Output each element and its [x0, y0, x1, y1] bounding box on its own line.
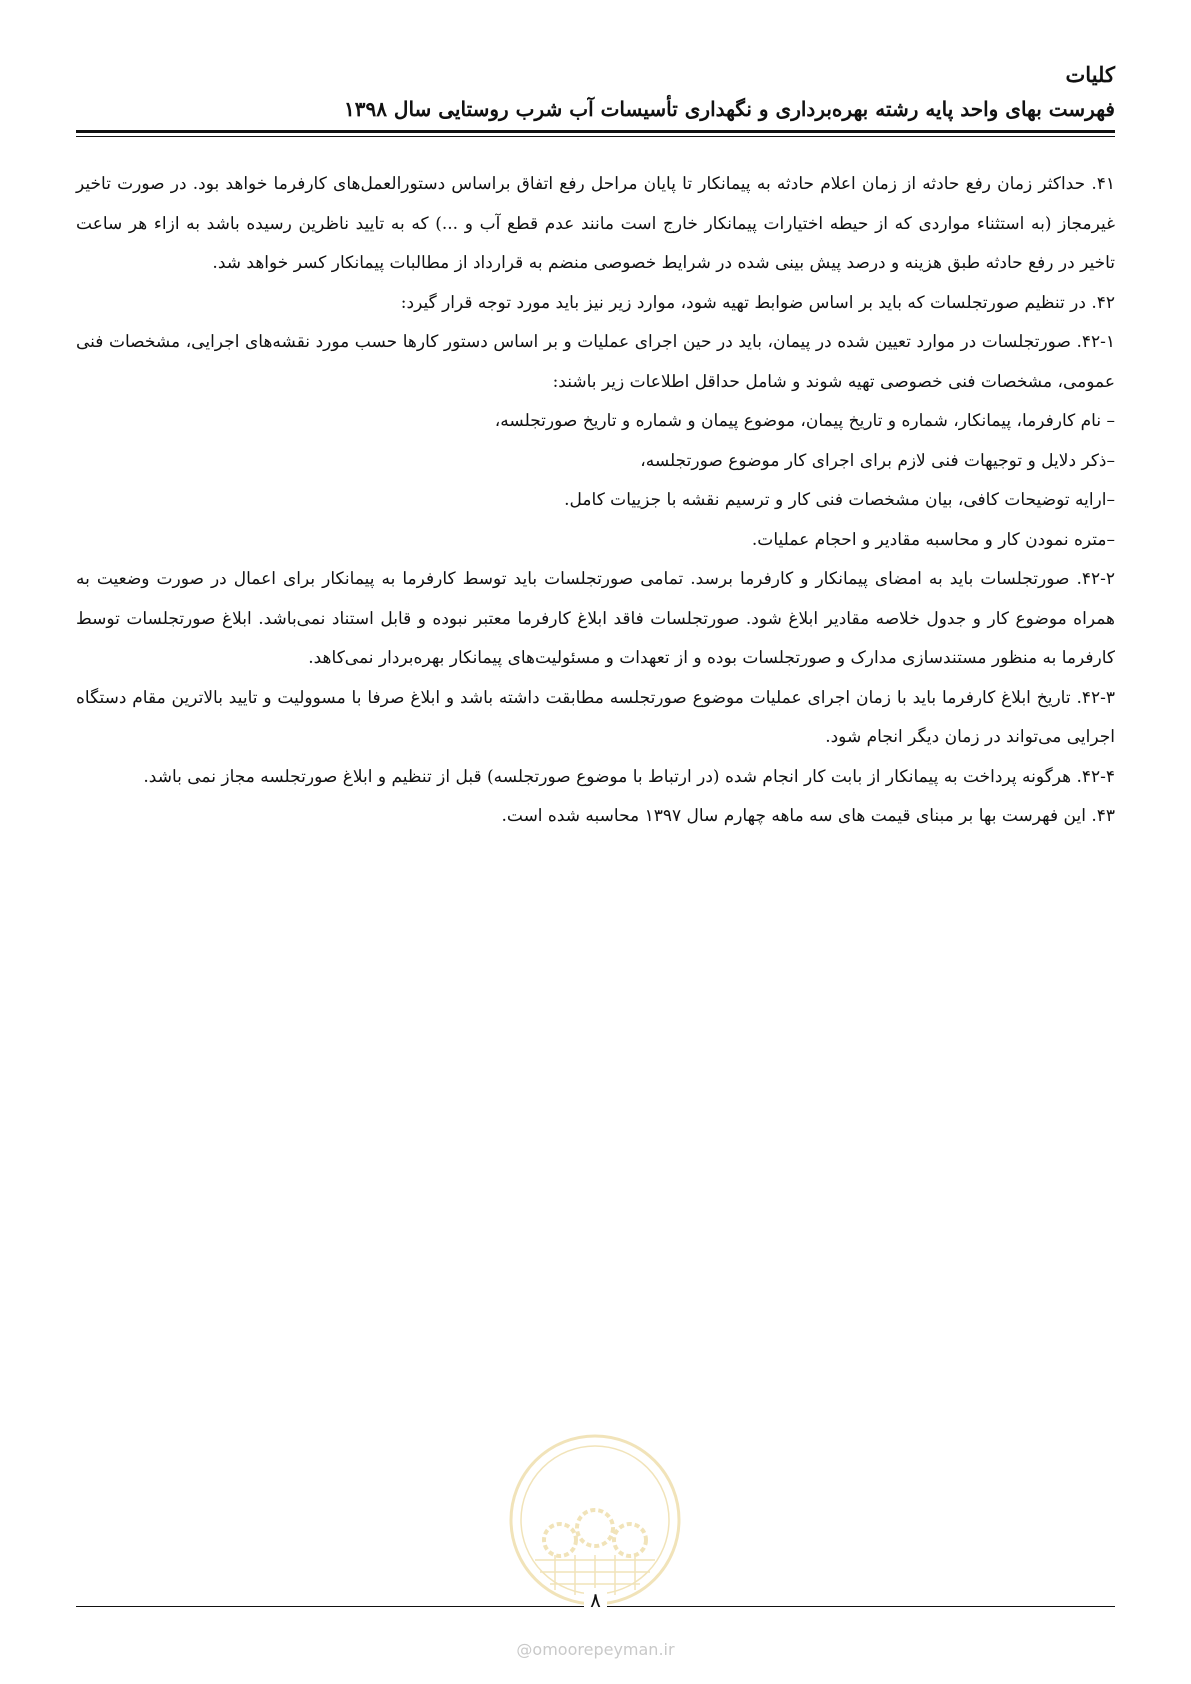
list-item: –ارایه توضیحات کافی، بیان مشخصات فنی کار و ترسیم نقشه با جزییات کامل. — [564, 490, 1115, 510]
header-rule-thin — [76, 136, 1115, 137]
paragraph-41: ۴۱. حداکثر زمان رفع حادثه از زمان اعلام حادثه به پیمانکار تا پایان مراحل رفع اتفاق براساس دستورالعمل‌های کارفرما خواهد بود. در صورت تاخیر غیرمجاز (به استثناء مواردی که از حیطه اختیارات پیمانکار خارج است مانند عدم قطع آب و ...) که به تایید ناظرین رسیده باشد به ازاء هر ساعت تاخیر در رفع حادثه طبق هزینه و درصد پیش بینی شده در شرایط خصوصی منضم به قرارداد از مطالبات پیمانکار کسر خواهد شد. — [76, 174, 1115, 273]
watermark-logo-icon — [505, 1430, 685, 1610]
header-rule-thick — [76, 130, 1115, 133]
paragraph-42-3: ۴۲-۳. تاریخ ابلاغ کارفرما باید با زمان اجرای عملیات موضوع صورتجلسه مطابقت داشته باشد و ابلاغ صرفا با مسوولیت و تایید بالاترین مقام دستگاه اجرایی می‌تواند در زمان دیگر انجام شود. — [76, 687, 1115, 747]
page-number-text: ۸ — [584, 1588, 607, 1612]
list-item: –متره نمودن کار و محاسبه مقادیر و احجام عملیات. — [751, 529, 1115, 550]
paragraph-42: ۴۲. در تنظیم صورتجلسات که باید بر اساس ضوابط تهیه شود، موارد زیر نیز باید مورد توجه قرار گیرد: — [400, 292, 1115, 313]
paragraph-42-1: ۴۲-۱. صورتجلسات در موارد تعیین شده در پیمان، باید در حین اجرای عملیات و بر اساس دستور کارها حسب مورد نقشه‌های اجرایی، مشخصات فنی عمومی، مشخصات فنی خصوصی تهیه شوند و شامل حداقل اطلاعات زیر باشند: — [76, 332, 1115, 392]
document-body — [76, 165, 1115, 837]
page-number — [0, 1588, 1191, 1612]
section-title: کلیات — [1065, 62, 1115, 87]
list-item: –ذکر دلایل و توجیهات فنی لازم برای اجرای کار موضوع صورتجلسه، — [640, 450, 1115, 471]
document-title: فهرست بهای واحد پایه رشته بهره‌برداری و نگهداری تأسیسات آب شرب روستایی سال ۱۳۹۸ — [343, 97, 1115, 121]
watermark-site: @omoorepeyman.ir — [516, 1640, 675, 1659]
page-header — [76, 60, 1115, 124]
paragraph-42-2: ۴۲-۲. صورتجلسات باید به امضای پیمانکار و کارفرما برسد. تمامی صورتجلسات باید توسط کارفرما به پیمانکار برای اعمال در صورت وضعیت به همراه موضوع کار و جدول خلاصه مقادیر ابلاغ شود. صورتجلسات فاقد ابلاغ کارفرما معتبر نبوده و قابل استناد نمی‌باشد. ابلاغ صورتجلسات توسط کارفرما به منظور مستندسازی مدارک و صورتجلسات بوده و از تعهدات و مسئولیت‌های پیمانکار بهره‌بردار نمی‌کاهد. — [76, 569, 1115, 668]
paragraph-42-4: ۴۲-۴. هرگونه پرداخت به پیمانکار از بابت کار انجام شده (در ارتباط با موضوع صورتجلسه) قبل از تنظیم و ابلاغ صورتجلسه مجاز نمی باشد. — [143, 766, 1115, 787]
paragraph-43: ۴۳. این فهرست بها بر مبنای قیمت های سه ماهه چهارم سال ۱۳۹۷ محاسبه شده است. — [501, 806, 1115, 826]
list-item: – نام کارفرما، پیمانکار، شماره و تاریخ پیمان، موضوع پیمان و شماره و تاریخ صورتجلسه، — [494, 411, 1115, 431]
